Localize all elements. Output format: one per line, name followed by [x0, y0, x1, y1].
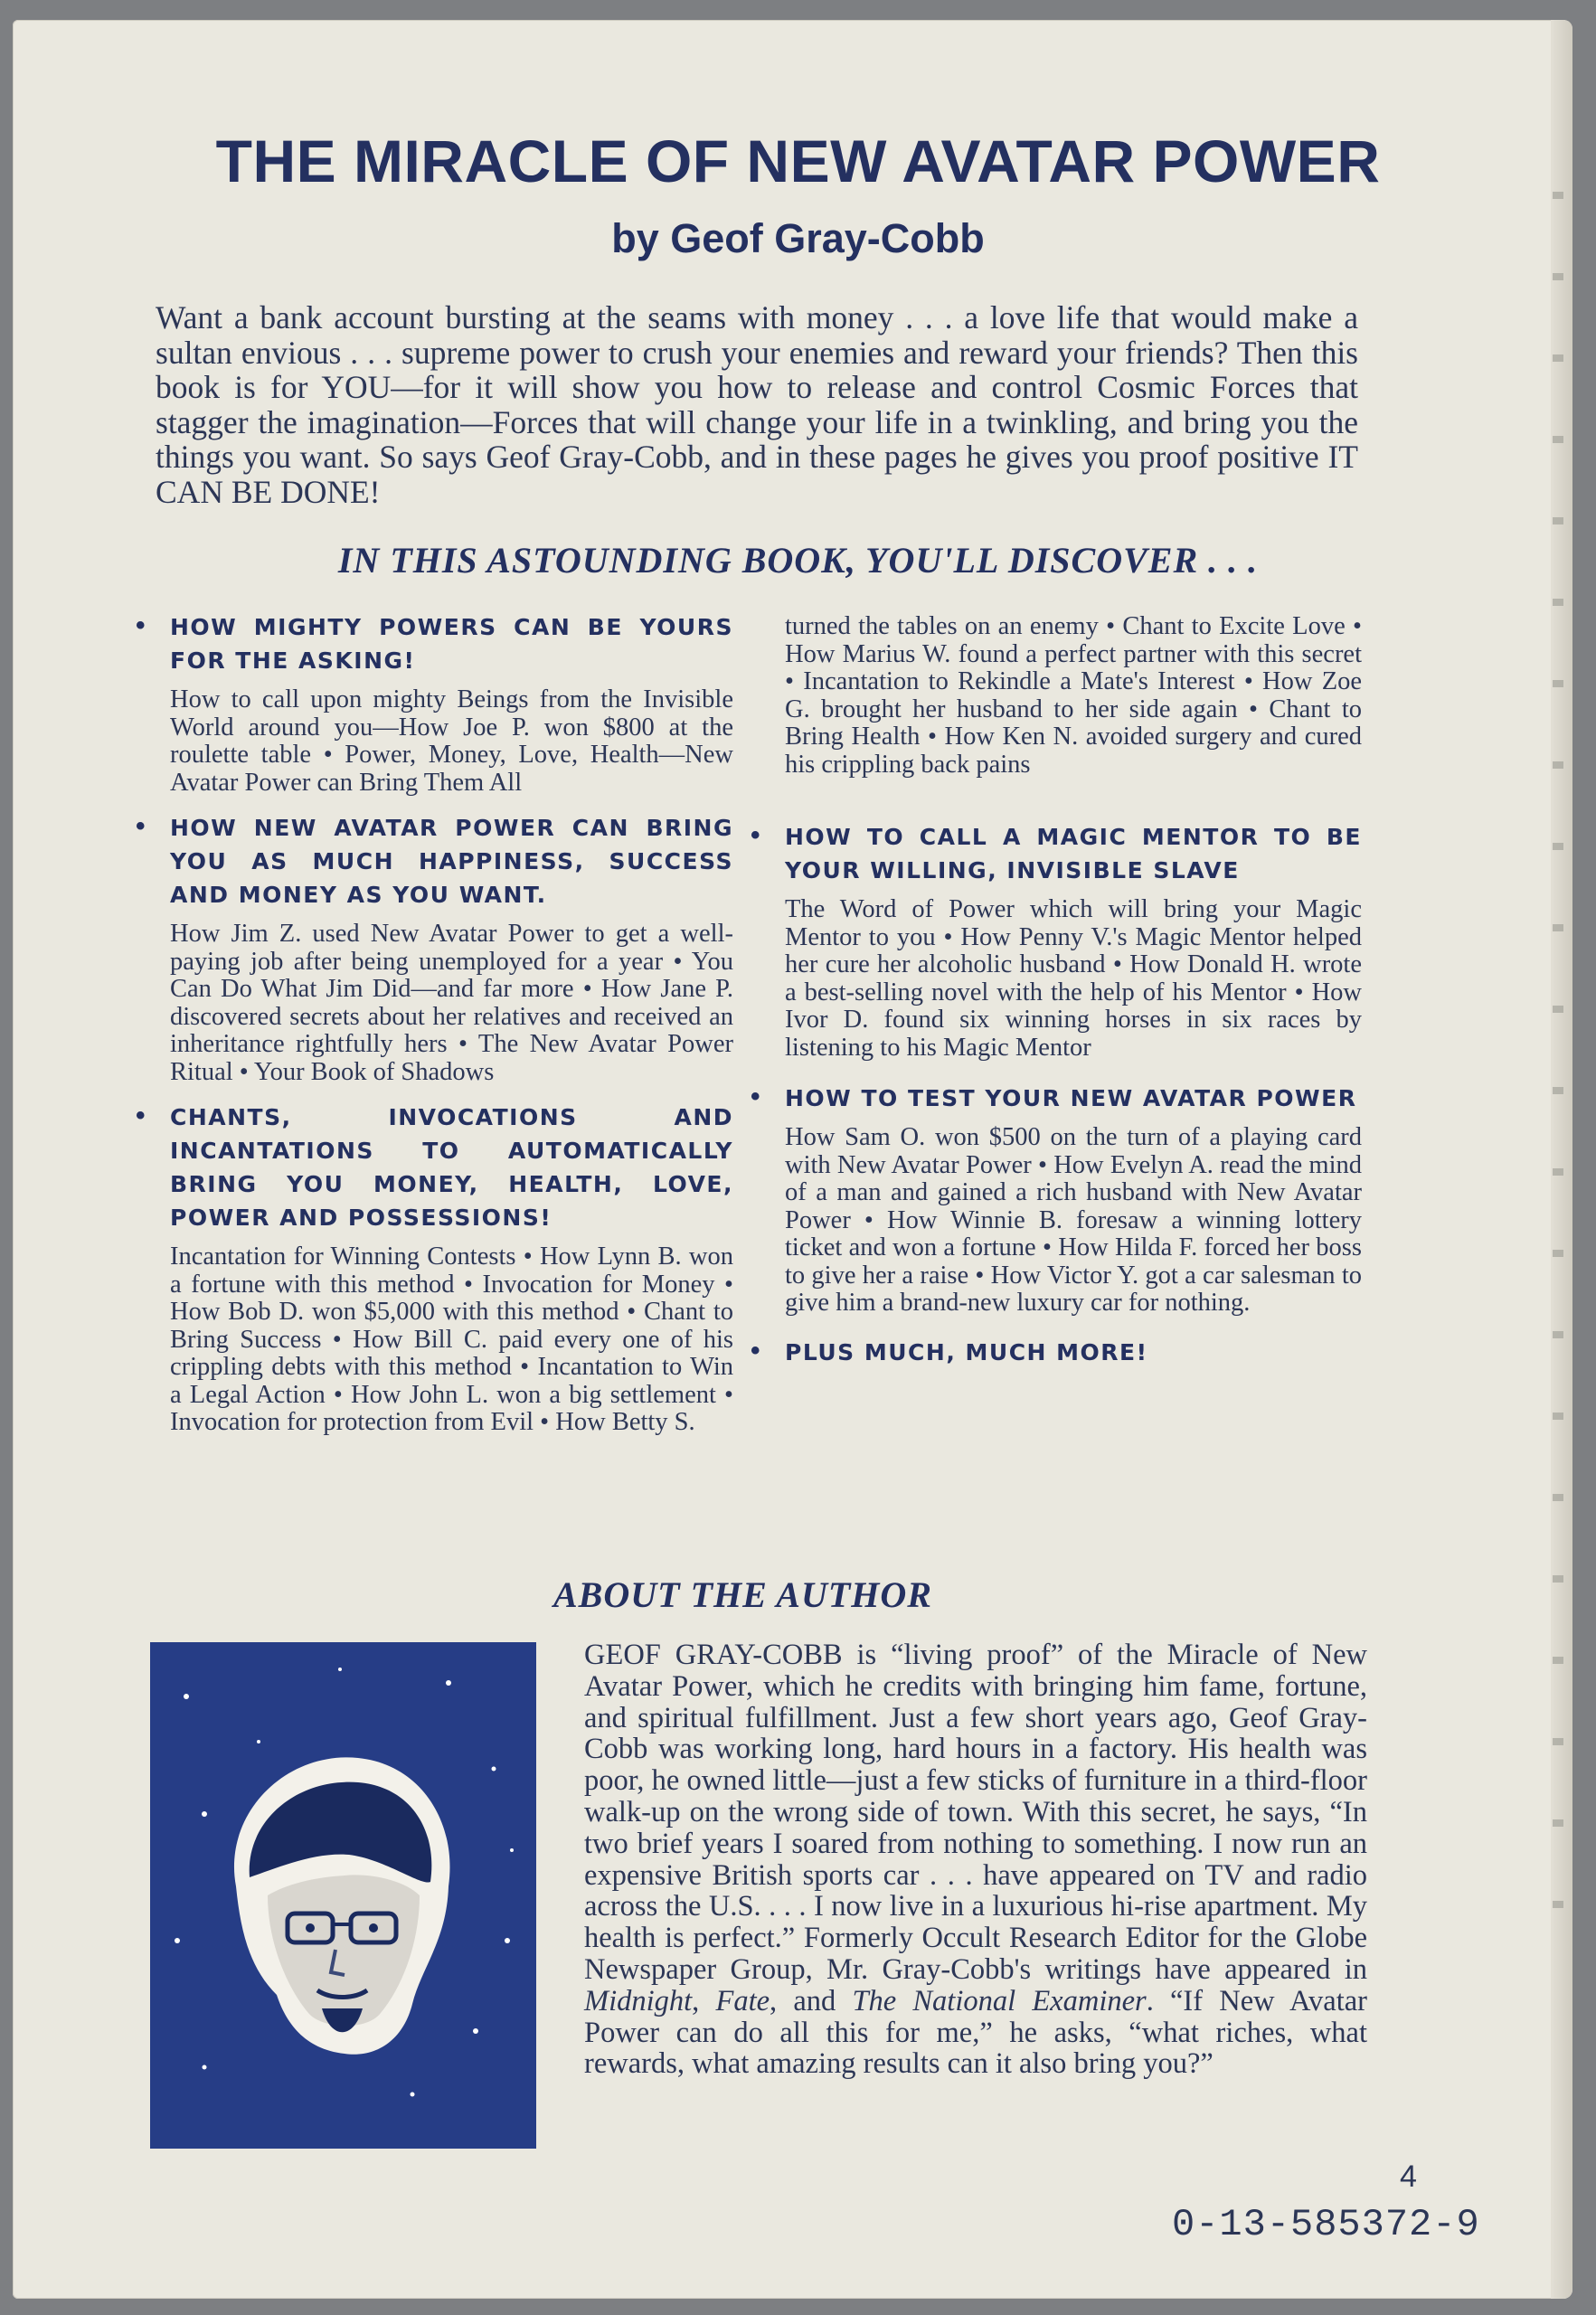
isbn-number: 0-13-585372-9 [1172, 2203, 1480, 2246]
about-text-part-1: GEOF GRAY-COBB is “living proof” of the Miracle of New Avatar Power, which he credits with bringing him fame, fortune, and spiritual fulfillment. Just a few short years ago, Geof Gray-Cobb was working long, hard hours in a factory. His health was poor, he owned little—just a few sticks of furniture in a third-floor walk-up on the wrong side of town. With this secret, he says, “In two brief years I soared from nothing to something. I now run an expensive British sports car . . . have appeared on TV and radio across the U.S. . . . I now live in a luxurious hi-rise apartment. My health is perfect.” Formerly Occult Research Editor for the Globe Newspaper Group, Mr. Gray-Cobb's writings have appeared in [584, 1639, 1367, 1986]
section-body: How Jim Z. used New Avatar Power to get a well-paying job after being unemployed for a year • You Can Do What Jim Did—and far more • How Jane P. discovered secrets about her relatives and received an inheritance rightfully hers • The New Avatar Power Ritual • Your Book of Shadows [170, 920, 733, 1086]
discover-heading: IN THIS ASTOUNDING BOOK, YOU'LL DISCOVER . . . [337, 540, 1259, 581]
intro-paragraph: Want a bank account bursting at the seams with money . . . a love life that would make a sultan envious . . . supreme power to crush your enemies and reward your friends? Then this book is for YOU—for it will show you how to release and control Cosmic Forces that stagger the imagination—Forces that will change your life in a twinkling, and bring you the things you want. So says Geof Gray-Cobb, and in these pages he gives you proof positive IT CAN BE DONE! [156, 299, 1358, 510]
about-author-text [584, 1639, 1367, 2080]
magazine-title: Fate [715, 1984, 770, 2017]
author-portrait-icon [150, 1642, 536, 2149]
section-chants-invocations [136, 1101, 733, 1437]
section-heading: HOW TO TEST YOUR NEW AVATAR POWER [785, 1085, 1357, 1111]
bullet-icon: • [751, 1335, 760, 1365]
section-mighty-powers [136, 610, 733, 797]
section-test-power [751, 1082, 1362, 1318]
author-photo [150, 1642, 536, 2149]
section-body: turned the tables on an enemy • Chant to Excite Love • How Marius W. found a perfect partner with this secret • Incantation to Rekindle a Mate's Interest • How Zoe G. brought her husband to her side again • Chant to Bring Health • How Ken N. avoided surgery and cured his crippling back pains [785, 612, 1362, 779]
bullet-icon: • [136, 1101, 146, 1130]
bullet-icon: • [751, 1082, 760, 1111]
section-heading: HOW NEW AVATAR POWER CAN BRING YOU AS MUCH HAPPINESS, SUCCESS AND MONEY AS YOU WANT. [170, 815, 733, 908]
author-byline: by Geof Gray-Cobb [611, 215, 985, 261]
section-heading: PLUS MUCH, MUCH MORE! [785, 1338, 1148, 1365]
bullet-icon: • [136, 811, 146, 841]
section-heading: CHANTS, INVOCATIONS AND INCANTATIONS TO AUTOMATICALLY BRING YOU MONEY, HEALTH, LOVE, POWER AND POSSESSIONS! [170, 1104, 733, 1231]
separator: , [692, 1984, 716, 2017]
section-heading: HOW TO CALL A MAGIC MENTOR TO BE YOUR WILLING, INVISIBLE SLAVE [785, 824, 1362, 883]
about-author-heading: ABOUT THE AUTHOR [553, 1574, 932, 1615]
bullet-icon: • [136, 610, 146, 640]
section-magic-mentor [751, 820, 1362, 1062]
section-heading: HOW MIGHTY POWERS CAN BE YOURS FOR THE ASKING! [170, 614, 733, 674]
left-column [136, 610, 733, 1437]
section-happiness-success [136, 811, 733, 1086]
right-column [751, 612, 1362, 1378]
magazine-title: Midnight [584, 1984, 693, 2017]
page-number: 4 [1400, 2159, 1417, 2194]
section-continuation [774, 613, 1362, 779]
bullet-icon: • [751, 820, 760, 850]
section-body: Incantation for Winning Contests • How Lynn B. won a fortune with this method • Invocation for Money • How Bob D. won $5,000 with this method • Chant to Bring Success • How Bill C. paid every one of his crippling debts with this method • Incantation to Win a Legal Action • How John L. won a big settlement • Invocation for protection from Evil • How Betty S. [170, 1243, 733, 1436]
separator: , and [770, 1984, 853, 2017]
section-body: How Sam O. won $500 on the turn of a playing card with New Avatar Power • How Evelyn A. read the mind of a man and gained a rich husband with New Avatar Power • How Winnie B. foresaw a winning lottery ticket and won a fortune • How Hilda F. forced her boss to give her a raise • How Victor Y. got a car salesman to give him a brand-new luxury car for nothing. [785, 1123, 1362, 1317]
section-body: The Word of Power which will bring your Magic Mentor to you • How Penny V.'s Magic Mentor helped her cure her alcoholic husband • How Donald H. wrote a best-selling novel with the help of his Mentor • How Ivor D. found six winning horses in six races by listening to his Magic Mentor [785, 895, 1362, 1062]
book-title: THE MIRACLE OF NEW AVATAR POWER [215, 128, 1381, 194]
edge-wear [1553, 156, 1563, 1964]
section-body: How to call upon mighty Beings from the Invisible World around you—How Joe P. won $800 at the roulette table • Power, Money, Love, Health—New Avatar Power can Bring Them All [170, 685, 733, 797]
section-plus-more [751, 1335, 1362, 1369]
about-text-part-2: . “If New Avatar Power can do all this for me,” he asks, “what riches, what rewards, what amazing results can it also bring you?” [584, 1984, 1367, 2081]
magazine-title: The National Examiner [852, 1984, 1147, 2017]
